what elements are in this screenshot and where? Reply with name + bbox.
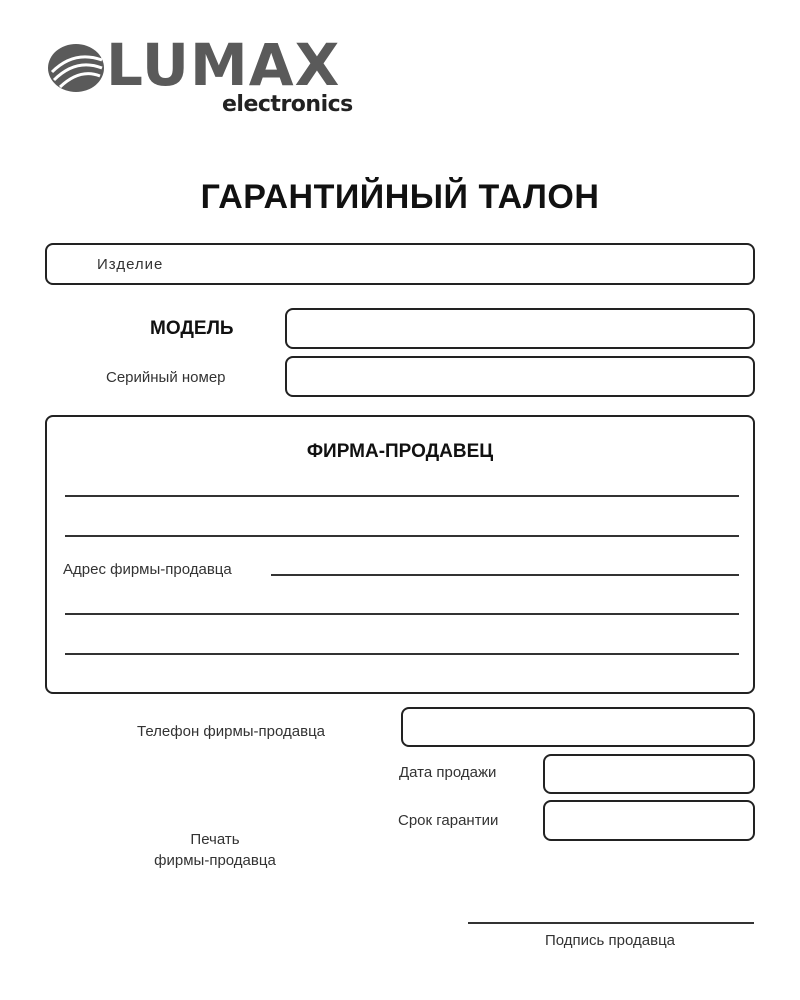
brand-logo — [46, 31, 406, 120]
stamp-label — [140, 829, 290, 871]
product-field[interactable] — [45, 243, 755, 285]
warranty-label: Срок гарантии — [398, 812, 499, 829]
warranty-field[interactable] — [543, 800, 755, 841]
stamp-label-line-2: фирмы-продавца — [154, 852, 276, 869]
seller-address-label: Адрес фирмы-продавца — [63, 561, 232, 578]
brand-subtitle: electronics — [222, 92, 353, 117]
model-label: МОДЕЛЬ — [150, 318, 234, 339]
lumax-swirl-icon — [46, 42, 106, 94]
serial-field[interactable] — [285, 356, 755, 397]
sale-date-field[interactable] — [543, 754, 755, 794]
serial-label: Серийный номер — [106, 369, 226, 386]
phone-field[interactable] — [401, 707, 755, 747]
brand-name: LUMAX — [106, 31, 341, 99]
seller-address-line-1[interactable] — [271, 574, 739, 576]
seller-name-line-2[interactable] — [65, 535, 739, 537]
product-label: Изделие — [97, 256, 164, 273]
signature-line[interactable] — [468, 922, 754, 924]
seller-address-line-3[interactable] — [65, 653, 739, 655]
seller-name-line-1[interactable] — [65, 495, 739, 497]
page-title: ГАРАНТИЙНЫЙ ТАЛОН — [200, 178, 600, 216]
seller-heading: ФИРМА-ПРОДАВЕЦ — [306, 441, 494, 462]
model-field[interactable] — [285, 308, 755, 349]
phone-label: Телефон фирмы-продавца — [137, 723, 326, 740]
seller-address-line-2[interactable] — [65, 613, 739, 615]
stamp-label-line-1: Печать — [190, 831, 240, 848]
signature-label: Подпись продавца — [545, 932, 676, 949]
sale-date-label: Дата продажи — [399, 764, 497, 781]
seller-block — [45, 415, 755, 694]
